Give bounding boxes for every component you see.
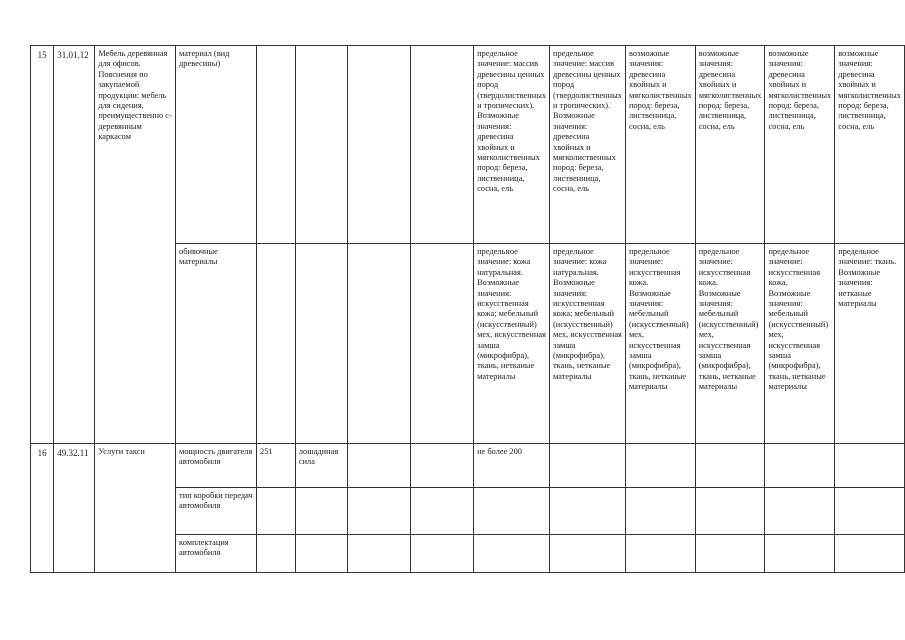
unit-code-cell [257, 488, 296, 535]
empty-cell [410, 444, 473, 488]
characteristic-label: тип коробки передач автомобиля [176, 488, 257, 535]
unit-name-cell [295, 244, 347, 444]
empty-cell [410, 244, 473, 444]
characteristic-label: мощность двигателя автомобиля [176, 444, 257, 488]
value-cell [765, 444, 835, 488]
characteristic-label: обивочные материалы [176, 244, 257, 444]
value-cell: предельное значение: массив древесины ценных пород (твердолиственных и тропических). Возможные значения: древесина хвойных и мягколиственных пород: береза, лиственница, сосна, ель [550, 46, 626, 244]
unit-name-cell [295, 488, 347, 535]
product-name: Мебель деревянная для офисов. Пояснения по закупаемой продукции: мебель для сидения, преимущественно с-деревянным каркасом [95, 46, 176, 444]
empty-cell [410, 46, 473, 244]
value-cell [550, 444, 626, 488]
characteristic-label: комплектация автомобиля [176, 535, 257, 573]
empty-cell [410, 535, 473, 573]
row-number: 16 [31, 444, 54, 573]
value-cell [550, 488, 626, 535]
value-cell [765, 488, 835, 535]
unit-code-cell [257, 244, 296, 444]
value-cell [474, 488, 550, 535]
value-cell: предельное значение: кожа натуральная. Возможные значения: искусственная кожа; мебельный (искусственный) мех, искусственная замша (микрофибра), ткань, нетканые материалы [550, 244, 626, 444]
value-cell: предельное значение: искусственная кожа. Возможные значения: мебельный (искусственный) мех, искусственная замша (микрофибра), ткань, нетканые материалы [695, 244, 765, 444]
value-cell [835, 488, 905, 535]
value-cell [625, 488, 695, 535]
characteristic-label: материал (вид древесины) [176, 46, 257, 244]
value-cell: предельное значение: кожа натуральная. Возможные значения: искусственная кожа; мебельный (искусственный) мех, искусственная замша (микрофибра), ткань, нетканые материалы [474, 244, 550, 444]
value-cell [474, 535, 550, 573]
okpd2-code: 49.32.11 [54, 444, 95, 573]
value-cell: не более 200 [474, 444, 550, 488]
unit-name-cell: лошадиная сила [295, 444, 347, 488]
value-cell [835, 444, 905, 488]
okpd2-code: 31.01.12 [54, 46, 95, 444]
unit-code-cell [257, 535, 296, 573]
value-cell [835, 535, 905, 573]
value-cell [695, 444, 765, 488]
value-cell [765, 535, 835, 573]
empty-cell [347, 535, 410, 573]
unit-name-cell [295, 535, 347, 573]
empty-cell [347, 488, 410, 535]
value-cell: возможные значения: древесина хвойных и мягколиственных пород: береза, лиственница, сосна, ель [695, 46, 765, 244]
row-number: 15 [31, 46, 54, 444]
value-cell: возможные значения: древесина хвойных и мягколиственных пород: береза, лиственница, сосна, ель [835, 46, 905, 244]
value-cell: возможные значения: древесина хвойных и мягколиственных пород: береза, лиственница, сосна, ель [765, 46, 835, 244]
value-cell [695, 535, 765, 573]
empty-cell [410, 488, 473, 535]
empty-cell [347, 444, 410, 488]
value-cell: предельное значение: искусственная кожа. Возможные значения: мебельный (искусственный) мех, искусственная замша (микрофибра), ткань, нетканые материалы [625, 244, 695, 444]
value-cell: предельное значение: ткань. Возможные значения: нетканые материалы [835, 244, 905, 444]
value-cell: предельное значение: массив древесины ценных пород (твердолиственных и тропических). Возможные значения: древесина хвойных и мягколиственных пород: береза, лиственница, сосна, ель [474, 46, 550, 244]
unit-name-cell [295, 46, 347, 244]
value-cell [695, 488, 765, 535]
value-cell: возможные значения: древесина хвойных и мягколиственных пород: береза, лиственница, сосна, ель [625, 46, 695, 244]
value-cell [625, 535, 695, 573]
table-row [31, 444, 905, 488]
unit-code-cell: 251 [257, 444, 296, 488]
value-cell [625, 444, 695, 488]
value-cell: предельное значение: искусственная кожа. Возможные значения: мебельный (искусственный) мех, искусственная замша (микрофибра), ткань, нетканые материалы [765, 244, 835, 444]
empty-cell [347, 244, 410, 444]
value-cell [550, 535, 626, 573]
requirements-table [30, 45, 905, 573]
unit-code-cell [257, 46, 296, 244]
table-row [31, 46, 905, 244]
empty-cell [347, 46, 410, 244]
product-name: Услуги такси [95, 444, 176, 573]
